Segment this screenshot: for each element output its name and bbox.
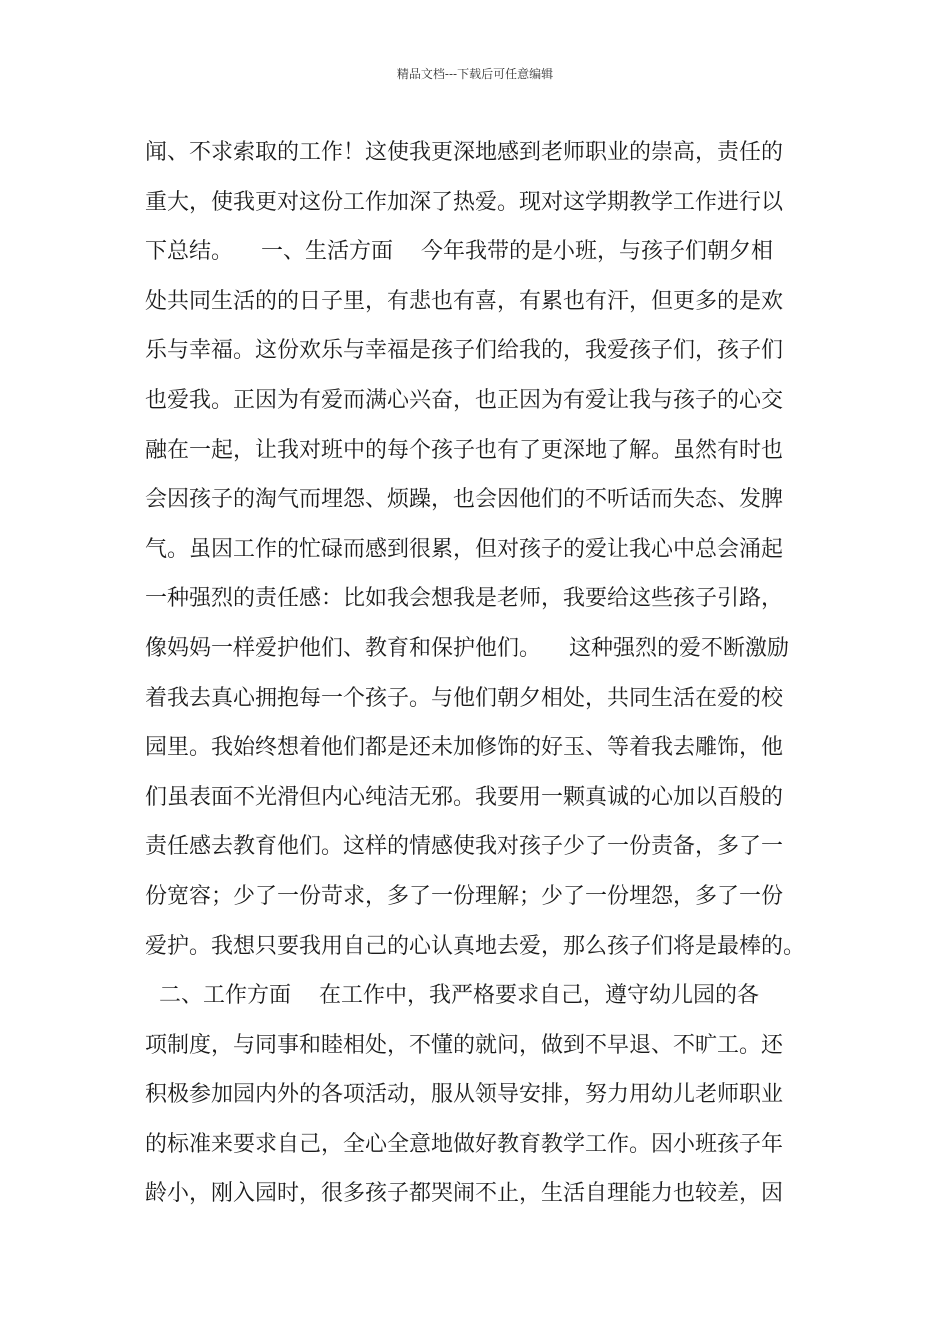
text-line: 会因孩子的淘气而埋怨、烦躁，也会因他们的不听话而失态、发脾	[145, 487, 784, 513]
page-header: 精品文档---下载后可任意编辑	[396, 67, 554, 81]
text-line: 的标准来要求自己，全心全意地做好教育教学工作。因小班孩子年	[145, 1131, 784, 1157]
text-line: 也爱我。正因为有爱而满心兴奋，也正因为有爱让我与孩子的心交	[145, 387, 784, 413]
text-line: 积极参加园内外的各项活动，服从领导安排，努力用幼儿老师职业	[145, 1082, 784, 1108]
text-line: 爱护。我想只要我用自己的心认真地去爱，那么孩子们将是最棒的。	[145, 933, 806, 959]
text-line: 龄小，刚入园时，很多孩子都哭闹不止，生活自理能力也较差，因	[145, 1181, 784, 1207]
text-line: 像妈妈一样爱护他们、教育和保护他们。 这种强烈的爱不断激励	[145, 635, 789, 661]
text-line: 气。虽因工作的忙碌而感到很累，但对孩子的爱让我心中总会涌起	[145, 536, 784, 562]
text-line: 二、工作方面 在工作中，我严格要求自己，遵守幼儿园的各	[145, 983, 759, 1009]
text-line: 项制度，与同事和睦相处，不懂的就问，做到不早退、不旷工。还	[145, 1032, 784, 1058]
text-line: 着我去真心拥抱每一个孩子。与他们朝夕相处，共同生活在爱的校	[145, 685, 784, 711]
text-line: 园里。我始终想着他们都是还未加修饰的好玉、等着我去雕饰，他	[145, 735, 784, 761]
text-line: 一种强烈的责任感：比如我会想我是老师，我要给这些孩子引路，	[145, 586, 784, 612]
text-line: 闻、不求索取的工作！这使我更深地感到老师职业的崇高，责任的	[145, 140, 784, 165]
text-line: 乐与幸福。这份欢乐与幸福是孩子们给我的，我爱孩子们，孩子们	[145, 338, 784, 364]
text-line: 责任感去教育他们。这样的情感使我对孩子少了一份责备，多了一	[145, 834, 784, 860]
text-line: 融在一起，让我对班中的每个孩子也有了更深地了解。虽然有时也	[145, 437, 784, 463]
document-body	[145, 128, 825, 1219]
text-line: 下总结。 一、生活方面 今年我带的是小班，与孩子们朝夕相	[145, 239, 773, 265]
text-line: 重大，使我更对这份工作加深了热爱。现对这学期教学工作进行以	[145, 189, 784, 215]
text-line: 们虽表面不光滑但内心纯洁无邪。我要用一颗真诚的心加以百般的	[145, 784, 784, 810]
text-line: 处共同生活的的日子里，有悲也有喜，有累也有汗，但更多的是欢	[145, 288, 784, 314]
text-line: 份宽容；少了一份苛求，多了一份理解；少了一份埋怨，多了一份	[145, 883, 784, 909]
